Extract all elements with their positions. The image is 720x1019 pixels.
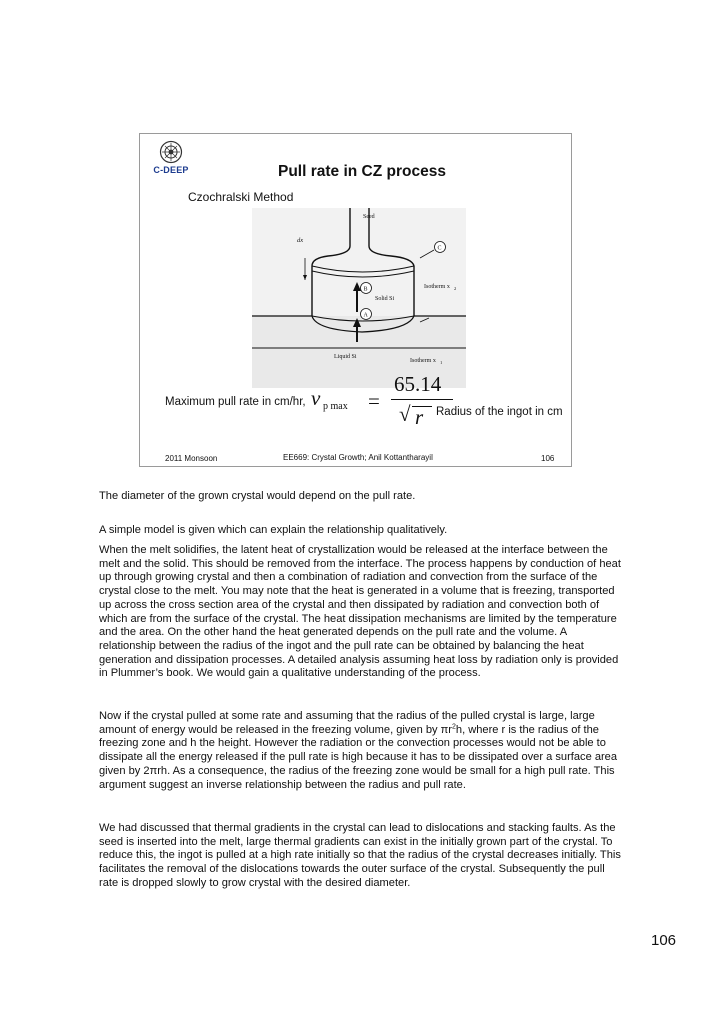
slide (139, 133, 572, 467)
slide-footer-center: EE669: Crystal Growth; Anil Kottantharayil (283, 453, 433, 462)
logo-text: C-DEEP (153, 165, 189, 175)
label-isotherm-2-sub: 2 (454, 286, 457, 291)
formula-left-label: Maximum pull rate in cm/hr, (165, 396, 306, 408)
label-a: A (363, 312, 368, 319)
czochralski-diagram (252, 208, 466, 388)
paragraph-4-part-a: Now if the crystal pulled at some rate and assuming that the radius of the pulled crystal is large, large amount of energy would be released in the freezing volume, given by πr (99, 710, 595, 736)
paragraph-4-superscript: 2 (452, 723, 456, 731)
paragraph-4-part-b: h, where r is the radius of the freezing zone and h the height. However the radiation or the convection processes would not be able to dissipate all the energy released if the pull rate is high because it has to be dissipated over a surface area given by 2πrh. As a consequence, the radius of the freezing zone would be small for a high pull rate. This argument suggest an inverse relationship between the radius and pull rate. (99, 723, 618, 791)
formula-v-subscript: p max (323, 401, 348, 412)
formula-numerator: 65.14 (394, 372, 442, 396)
formula-fraction-bar (391, 399, 453, 400)
paragraph-5: We had discussed that thermal gradients in the crystal can lead to dislocations and stacking faults. As the seed is inserted into the melt, large thermal gradients can exist in the initially grown part of the crystal. To reduce this, the ingot is pulled at a high rate initially so that the radius of the crystal decreases initially. This facilitates the removal of the dislocations towards the outer surface of the crystal. Subsequently the pull rate is dropped slowly to grow crystal with the desired diameter. (99, 822, 621, 889)
label-c: C (437, 245, 442, 252)
label-b: B (363, 286, 368, 293)
paragraph-3: When the melt solidifies, the latent heat of crystallization would be released at the interface between the melt and the solid. This should be removed from the interface. The process happens by conduction of heat up through growing crystal and then a combination of radiation and convection from the surface of the crystal close to the melt. You may note that the heat is generated in a volume that is freezing, transported up across the cross section area of the crystal and then dissipated by radiation and convection both of which are from the surface of the crystal. The heat dissipation mechanisms are limited by the temperature and the area. On the other hand the heat generated depends on the pull rate and the volume. A relationship between the radius of the ingot and the pull rate can be obtained by balancing the heat generation and dissipation processes. A detailed analysis assuming heat loss by radiation only is provided in Plummer’s book. We would gain a qualitative understanding of the process. (99, 544, 621, 680)
formula-v: v (311, 386, 321, 410)
paragraph-1: The diameter of the grown crystal would depend on the pull rate. (99, 490, 416, 502)
label-seed: Seed (363, 214, 375, 220)
label-isotherm-1-sub: 1 (440, 360, 443, 365)
formula-right-label: Radius of the ingot in cm (436, 406, 563, 418)
institute-logo (150, 140, 192, 175)
label-isotherm-1: Isotherm x (410, 358, 436, 364)
slide-footer-left: 2011 Monsoon (165, 454, 218, 463)
slide-subtitle: Czochralski Method (188, 190, 294, 204)
page-number: 106 (651, 932, 677, 949)
label-solid-si: Solid Si (375, 296, 395, 302)
paragraph-4 (99, 710, 621, 792)
slide-footer-right: 106 (541, 454, 555, 463)
label-isotherm-2: Isotherm x (424, 284, 450, 290)
label-liquid-si: Liquid Si (334, 354, 357, 360)
slide-title: Pull rate in CZ process (278, 163, 446, 180)
emblem-icon (158, 140, 184, 164)
formula-r: r (415, 405, 424, 429)
formula-equals: = (368, 389, 380, 413)
paragraph-2: A simple model is given which can explain the relationship qualitatively. (99, 524, 448, 536)
label-dx: dx (297, 237, 304, 244)
formula-root-sign: √ (399, 402, 411, 426)
